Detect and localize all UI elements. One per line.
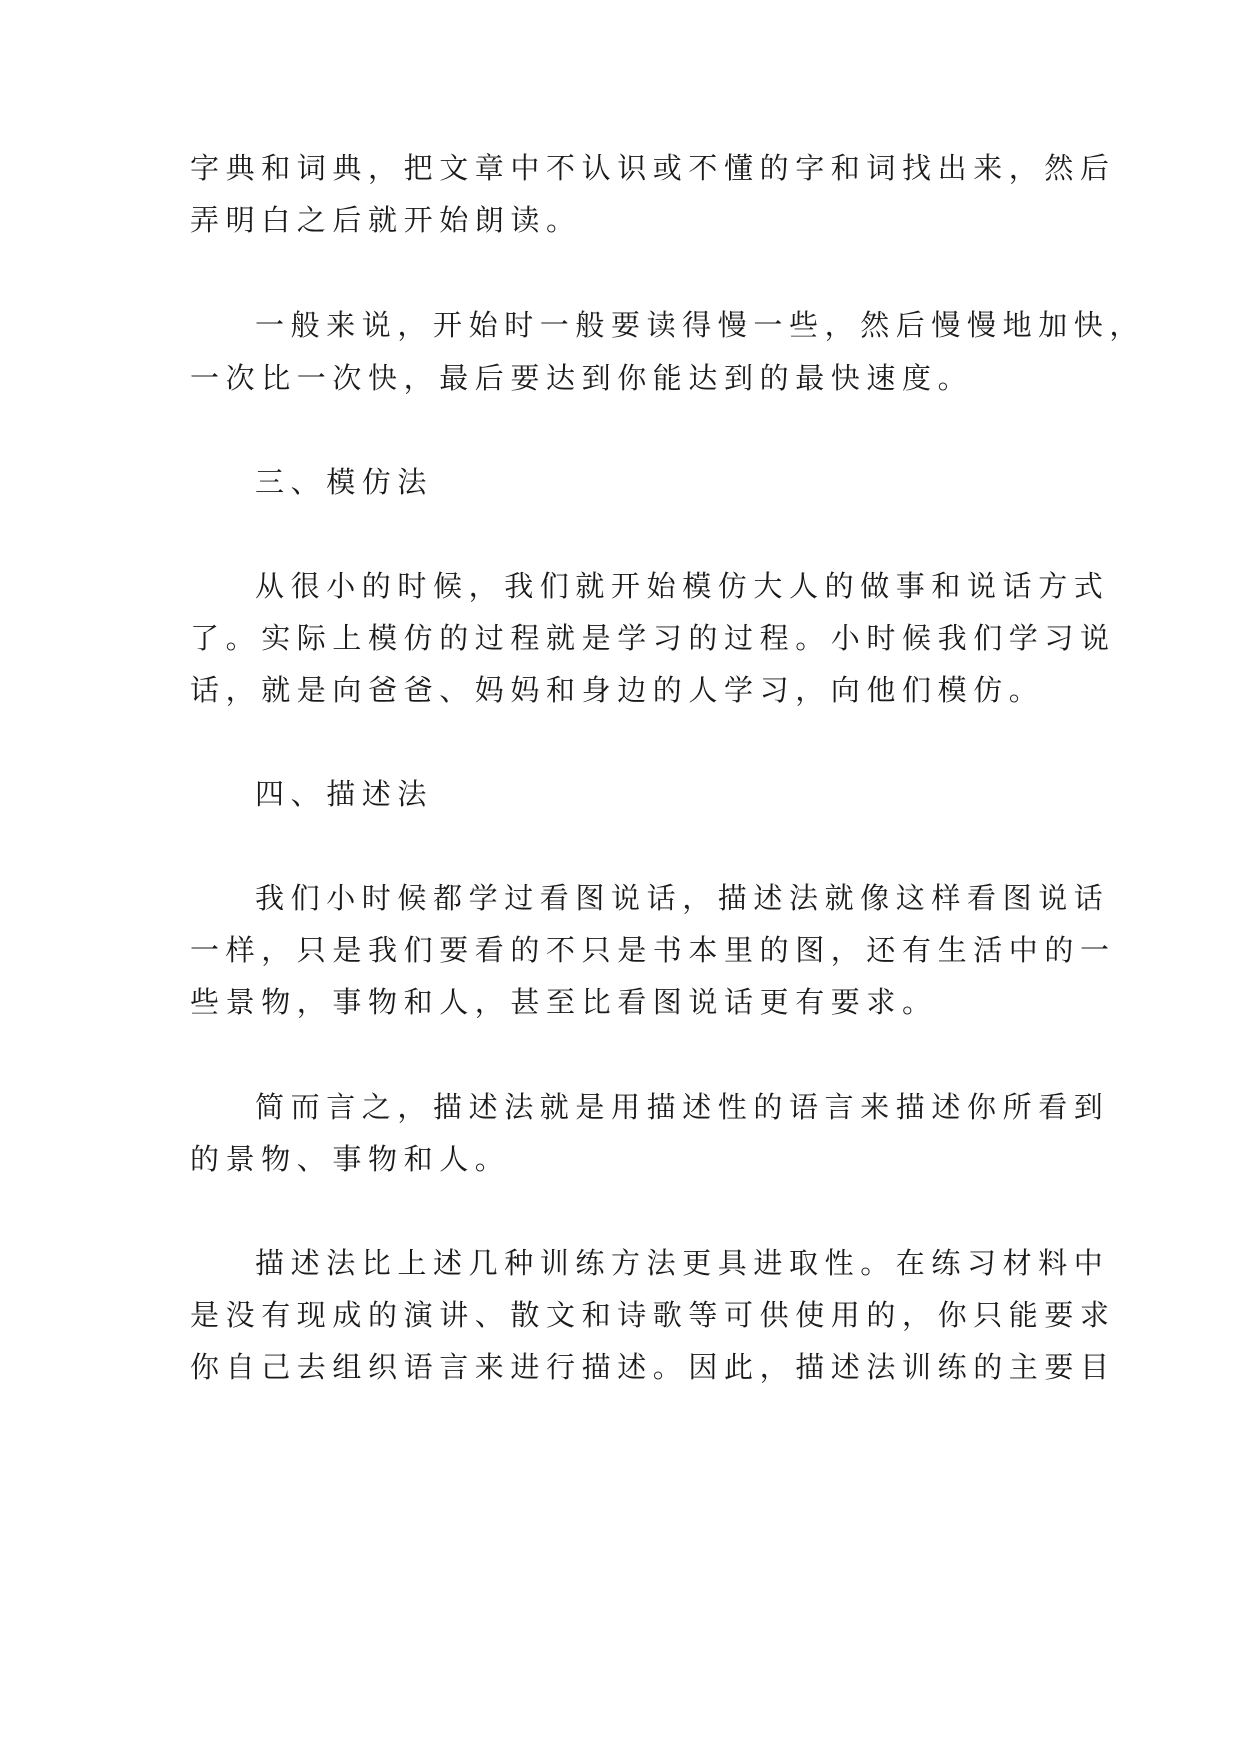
body-text-line: 描述法比上述几种训练方法更具进取性。在练习材料中 [255,1246,1110,1280]
body-text-line: 一次比一次快，最后要达到你能达到的最快速度。 [190,361,974,395]
body-text-line: 我们小时候都学过看图说话，描述法就像这样看图说话 [255,881,1110,915]
body-text-line: 简而言之，描述法就是用描述性的语言来描述你所看到 [255,1090,1110,1124]
body-text-line: 了。实际上模仿的过程就是学习的过程。小时候我们学习说 [190,621,1116,655]
body-text-line: 些景物，事物和人，甚至比看图说话更有要求。 [190,985,938,1019]
section-heading: 三、模仿法 [255,465,434,499]
body-text-line: 是没有现成的演讲、散文和诗歌等可供使用的，你只能要求 [190,1298,1116,1332]
body-text-line: 从很小的时候，我们就开始模仿大人的做事和说话方式 [255,569,1110,603]
body-text-line: 弄明白之后就开始朗读。 [190,203,582,237]
body-text-line: 话，就是向爸爸、妈妈和身边的人学习，向他们模仿。 [190,673,1045,707]
body-text-line: 一般来说，开始时一般要读得慢一些，然后慢慢地加快， [255,308,1146,342]
section-heading: 四、描述法 [255,777,434,811]
body-text-line: 你自己去组织语言来进行描述。因此，描述法训练的主要目 [190,1350,1116,1384]
body-text-line: 的景物、事物和人。 [190,1142,511,1176]
body-text-line: 字典和词典，把文章中不认识或不懂的字和词找出来，然后 [190,151,1116,185]
body-text-line: 一样，只是我们要看的不只是书本里的图，还有生活中的一 [190,933,1116,967]
